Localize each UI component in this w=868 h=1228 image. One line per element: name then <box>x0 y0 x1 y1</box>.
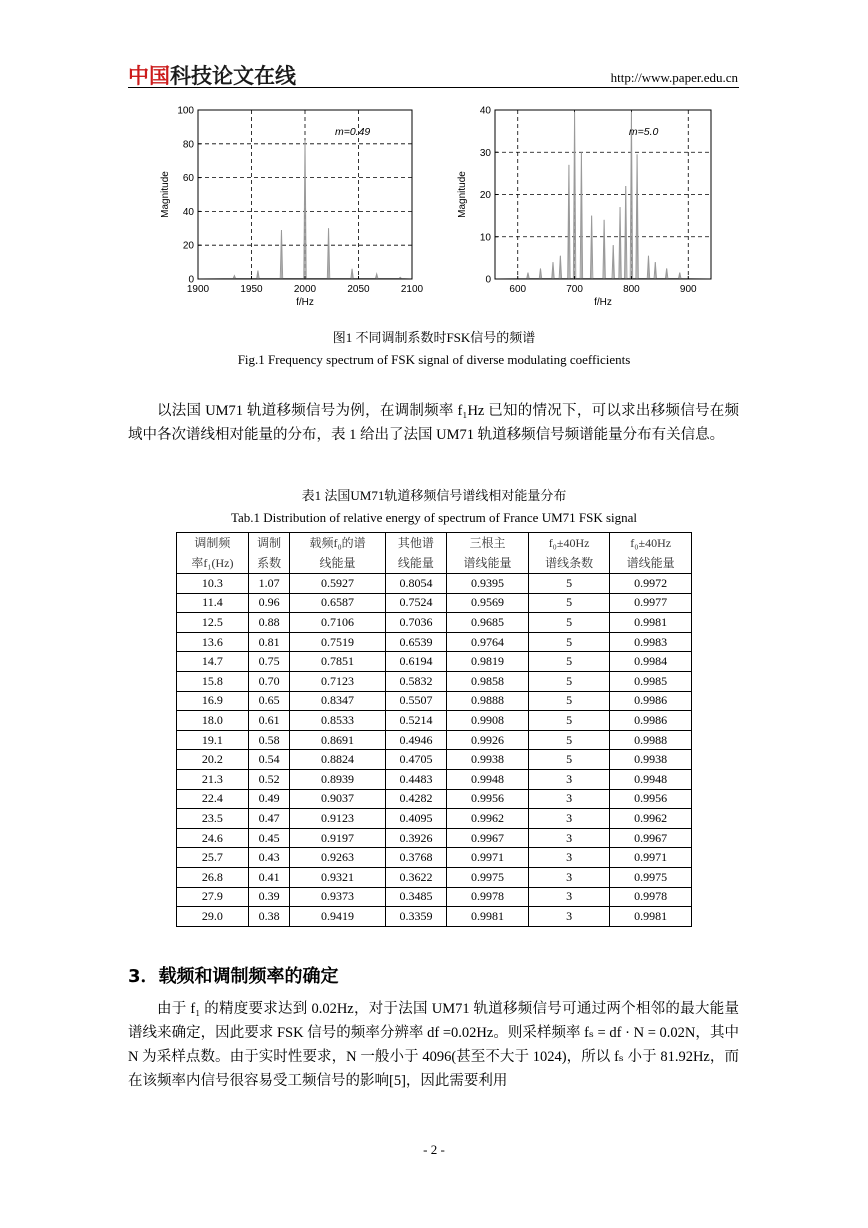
table-cell: 0.9888 <box>447 691 529 711</box>
x-axis-label: f/Hz <box>594 297 612 308</box>
table-cell: 0.9972 <box>610 574 692 594</box>
spectrum-chart-left <box>150 100 424 315</box>
header-line: 调制 <box>257 536 282 550</box>
table-cell: 11.4 <box>177 593 249 613</box>
table-cell: 26.8 <box>177 867 249 887</box>
table-cell: 0.45 <box>248 828 290 848</box>
table-cell: 0.9908 <box>447 711 529 731</box>
table-cell: 0.9938 <box>447 750 529 770</box>
table-cell: 0.6539 <box>385 632 447 652</box>
table-cell: 0.58 <box>248 730 290 750</box>
y-axis-label: Magnitude <box>457 171 468 218</box>
table-cell: 12.5 <box>177 613 249 633</box>
energy-distribution-table <box>176 532 692 927</box>
page-number: - 2 - <box>423 1142 445 1157</box>
table-cell: 0.7851 <box>290 652 385 672</box>
table-cell: 0.7106 <box>290 613 385 633</box>
table-cell: 0.9685 <box>447 613 529 633</box>
table-cell: 5 <box>528 574 610 594</box>
table-cell: 0.81 <box>248 632 290 652</box>
x-tick-label: 1950 <box>240 284 263 295</box>
header-line: 线能量 <box>319 556 356 570</box>
table-cell: 29.0 <box>177 907 249 927</box>
table-cell: 20.2 <box>177 750 249 770</box>
y-tick-label: 20 <box>182 240 194 252</box>
table-cell: 0.9986 <box>610 691 692 711</box>
table-row <box>177 691 692 711</box>
y-tick-label: 60 <box>182 173 194 185</box>
table-cell: 0.61 <box>248 711 290 731</box>
table-cell: 0.6194 <box>385 652 447 672</box>
table-cell: 0.7524 <box>385 593 447 613</box>
x-tick-label: 600 <box>509 284 527 295</box>
y-tick-label: 0 <box>485 274 491 286</box>
table-row <box>177 613 692 633</box>
modulation-annotation: m=5.0 <box>628 126 659 138</box>
table-cell: 0.9926 <box>447 730 529 750</box>
table-cell: 0.9948 <box>447 769 529 789</box>
modulation-annotation: m=0.49 <box>334 126 371 138</box>
table-cell: 5 <box>528 730 610 750</box>
table-cell: 13.6 <box>177 632 249 652</box>
table-cell: 0.4282 <box>385 789 447 809</box>
table-cell: 1.07 <box>248 574 290 594</box>
y-axis-label: Magnitude <box>160 171 171 218</box>
table-header-cell <box>248 533 290 574</box>
table-cell: 14.7 <box>177 652 249 672</box>
table-row <box>177 809 692 829</box>
table-cell: 0.9321 <box>290 867 385 887</box>
header-line: 三根主 <box>469 536 506 550</box>
table-cell: 19.1 <box>177 730 249 750</box>
header-line: 谱线能量 <box>626 556 675 570</box>
table-cell: 0.8347 <box>290 691 385 711</box>
table-cell: 0.9978 <box>610 887 692 907</box>
table-cell: 0.9962 <box>447 809 529 829</box>
table-cell: 0.9395 <box>447 574 529 594</box>
table-cell: 0.9819 <box>447 652 529 672</box>
table-row <box>177 907 692 927</box>
table-cell: 0.8824 <box>290 750 385 770</box>
table-header-cell <box>290 533 385 574</box>
x-tick-label: 700 <box>566 284 583 295</box>
table-cell: 0.9764 <box>447 632 529 652</box>
table-cell: 0.9962 <box>610 809 692 829</box>
x-tick-label: 1900 <box>186 284 210 295</box>
table-cell: 0.5832 <box>385 671 447 691</box>
table-row <box>177 789 692 809</box>
header-line: 其他谱 <box>397 536 434 550</box>
table-cell: 0.88 <box>248 613 290 633</box>
table-cell: 0.9037 <box>290 789 385 809</box>
table-cell: 5 <box>528 671 610 691</box>
table-cell: 5 <box>528 691 610 711</box>
section-heading: 3．载频和调制频率的确定 <box>128 966 339 987</box>
x-tick-label: 800 <box>623 284 640 295</box>
table-cell: 0.8054 <box>385 574 447 594</box>
table-cell: 0.9956 <box>447 789 529 809</box>
table-row <box>177 671 692 691</box>
table-cell: 23.5 <box>177 809 249 829</box>
table-cell: 3 <box>528 848 610 868</box>
table-body <box>177 574 692 927</box>
table-header-cell <box>610 533 692 574</box>
table-header-row <box>177 533 692 574</box>
x-axis-label: f/Hz <box>296 297 314 308</box>
table-cell: 0.9988 <box>610 730 692 750</box>
table-cell: 0.7519 <box>290 632 385 652</box>
table-cell: 0.75 <box>248 652 290 672</box>
table-cell: 0.5927 <box>290 574 385 594</box>
table-cell: 0.9981 <box>610 907 692 927</box>
header-line: 线能量 <box>397 556 434 570</box>
table-cell: 0.3485 <box>385 887 447 907</box>
y-tick-label: 40 <box>182 206 194 218</box>
table-cell: 0.5507 <box>385 691 447 711</box>
table-row <box>177 750 692 770</box>
x-tick-label: 2100 <box>400 284 424 295</box>
logo-part-dark: 科技论文在线 <box>170 64 296 88</box>
table-cell: 3 <box>528 809 610 829</box>
table-cell: 10.3 <box>177 574 249 594</box>
table-cell: 15.8 <box>177 671 249 691</box>
header-line: f₀±40Hz <box>548 536 590 550</box>
table-cell: 0.9971 <box>447 848 529 868</box>
table-cell: 0.9948 <box>610 769 692 789</box>
table-cell: 0.9977 <box>610 593 692 613</box>
body-paragraph-1 <box>128 399 739 447</box>
table-cell: 3 <box>528 907 610 927</box>
table-cell: 0.70 <box>248 671 290 691</box>
table-cell: 0.9938 <box>610 750 692 770</box>
table-header-cell <box>177 533 249 574</box>
header-line: 谱线能量 <box>463 556 512 570</box>
table-cell: 0.5214 <box>385 711 447 731</box>
table-cell: 0.4095 <box>385 809 447 829</box>
table-row <box>177 652 692 672</box>
table-cell: 0.39 <box>248 887 290 907</box>
table-cell: 5 <box>528 613 610 633</box>
table-cell: 16.9 <box>177 691 249 711</box>
table-cell: 0.9569 <box>447 593 529 613</box>
table-cell: 0.3359 <box>385 907 447 927</box>
table-cell: 0.52 <box>248 769 290 789</box>
table-cell: 27.9 <box>177 887 249 907</box>
table-cell: 0.41 <box>248 867 290 887</box>
table-cell: 3 <box>528 867 610 887</box>
table-row <box>177 769 692 789</box>
table-cell: 0.9981 <box>447 907 529 927</box>
table-cell: 3 <box>528 789 610 809</box>
y-tick-label: 10 <box>479 232 491 244</box>
x-tick-label: 2000 <box>293 284 317 295</box>
table-cell: 0.4946 <box>385 730 447 750</box>
y-tick-label: 100 <box>177 105 194 117</box>
y-tick-label: 20 <box>479 190 491 201</box>
header-url[interactable]: http://www.paper.edu.cn <box>610 70 738 85</box>
figure-caption-cn: 图1 不同调制系数时FSK信号的频谱 <box>332 330 536 345</box>
table-cell: 0.9263 <box>290 848 385 868</box>
table-cell: 0.9123 <box>290 809 385 829</box>
header-line: 调制频 <box>194 536 231 550</box>
table-row <box>177 848 692 868</box>
table-cell: 0.9975 <box>610 867 692 887</box>
table-cell: 0.9978 <box>447 887 529 907</box>
y-tick-label: 40 <box>479 105 491 117</box>
table-cell: 0.9983 <box>610 632 692 652</box>
table-row <box>177 887 692 907</box>
table-cell: 0.47 <box>248 809 290 829</box>
table-cell: 5 <box>528 593 610 613</box>
table-cell: 0.3622 <box>385 867 447 887</box>
table-cell: 3 <box>528 828 610 848</box>
table-cell: 3 <box>528 769 610 789</box>
table-cell: 25.7 <box>177 848 249 868</box>
x-tick-label: 2050 <box>347 284 370 295</box>
table-cell: 0.7123 <box>290 671 385 691</box>
table-cell: 0.6587 <box>290 593 385 613</box>
figure-caption-en: Fig.1 Frequency spectrum of FSK signal of diverse modulating coefficients <box>237 352 631 367</box>
table-row <box>177 632 692 652</box>
table-header-cell <box>528 533 610 574</box>
table-row <box>177 574 692 594</box>
table-cell: 0.8939 <box>290 769 385 789</box>
table-cell: 5 <box>528 632 610 652</box>
table-header-cell <box>385 533 447 574</box>
x-tick-label: 900 <box>679 284 697 295</box>
table-cell: 0.9975 <box>447 867 529 887</box>
table-cell: 0.7036 <box>385 613 447 633</box>
table-row <box>177 711 692 731</box>
table-caption-en: Tab.1 Distribution of relative energy of spectrum of France UM71 FSK signal <box>230 510 638 525</box>
header-rule <box>128 87 739 88</box>
logo-part-red: 中国 <box>128 64 170 88</box>
table-cell: 0.38 <box>248 907 290 927</box>
table-header-cell <box>447 533 529 574</box>
header-line: 载频f₀的谱 <box>309 536 366 550</box>
table-cell: 0.65 <box>248 691 290 711</box>
table-cell: 22.4 <box>177 789 249 809</box>
table-row <box>177 730 692 750</box>
body-paragraph-2 <box>128 997 739 1093</box>
table-cell: 0.96 <box>248 593 290 613</box>
table-cell: 0.43 <box>248 848 290 868</box>
table-cell: 0.9981 <box>610 613 692 633</box>
table-row <box>177 593 692 613</box>
header-line: f₀±40Hz <box>630 536 672 550</box>
table-cell: 0.49 <box>248 789 290 809</box>
table-cell: 0.9197 <box>290 828 385 848</box>
y-tick-label: 30 <box>479 147 491 159</box>
y-tick-label: 0 <box>188 274 194 286</box>
header-line: 谱线条数 <box>545 556 594 570</box>
paragraph-1-text: 以法国 UM71 轨道移频信号为例，在调制频率 f₁Hz 已知的情况下，可以求出移频信号在频域中各次谱线相对能量的分布，表 1 给出了法国 UM71 轨道移频信号频谱能量分布有关信息。 <box>128 403 739 443</box>
table-cell: 3 <box>528 887 610 907</box>
table-cell: 0.9984 <box>610 652 692 672</box>
table-cell: 0.4483 <box>385 769 447 789</box>
header-line: 率f₁(Hz) <box>191 556 234 570</box>
table-cell: 0.9986 <box>610 711 692 731</box>
table-cell: 0.9967 <box>610 828 692 848</box>
table-cell: 21.3 <box>177 769 249 789</box>
table-cell: 0.8691 <box>290 730 385 750</box>
spectrum-trace <box>495 112 711 279</box>
table-row <box>177 867 692 887</box>
table-cell: 0.9373 <box>290 887 385 907</box>
table-cell: 0.9858 <box>447 671 529 691</box>
table-cell: 0.4705 <box>385 750 447 770</box>
table-cell: 0.8533 <box>290 711 385 731</box>
table-cell: 5 <box>528 652 610 672</box>
header-line: 系数 <box>257 556 282 570</box>
table-cell: 5 <box>528 750 610 770</box>
spectrum-chart-right <box>450 100 720 315</box>
table-cell: 0.3926 <box>385 828 447 848</box>
paragraph-2-text: 由于 f₁ 的精度要求达到 0.02Hz，对于法国 UM71 轨道移频信号可通过两个相邻的最大能量谱线来确定，因此要求 FSK 信号的频率分辨率 df =0.02Hz。则采样频率 fₛ = df · N = 0.02N，其中 N 为采样点数。由于实时性要求，N 一般小于 4096(甚至不大于 1024)，所以 fₛ 小于 81.92Hz，而在该频率内信号很容易受工频信号的影响[5]，因此需要利用 <box>128 1001 739 1089</box>
y-tick-label: 80 <box>182 139 194 151</box>
table-cell: 0.9971 <box>610 848 692 868</box>
table-cell: 0.9985 <box>610 671 692 691</box>
table-caption-cn: 表1 法国UM71轨道移频信号谱线相对能量分布 <box>301 488 567 503</box>
table-cell: 18.0 <box>177 711 249 731</box>
table-cell: 0.54 <box>248 750 290 770</box>
table-cell: 0.3768 <box>385 848 447 868</box>
table-cell: 0.9956 <box>610 789 692 809</box>
table-row <box>177 828 692 848</box>
table-cell: 0.9967 <box>447 828 529 848</box>
journal-logo <box>128 60 296 90</box>
table-cell: 0.9419 <box>290 907 385 927</box>
table-cell: 24.6 <box>177 828 249 848</box>
table-cell: 5 <box>528 711 610 731</box>
